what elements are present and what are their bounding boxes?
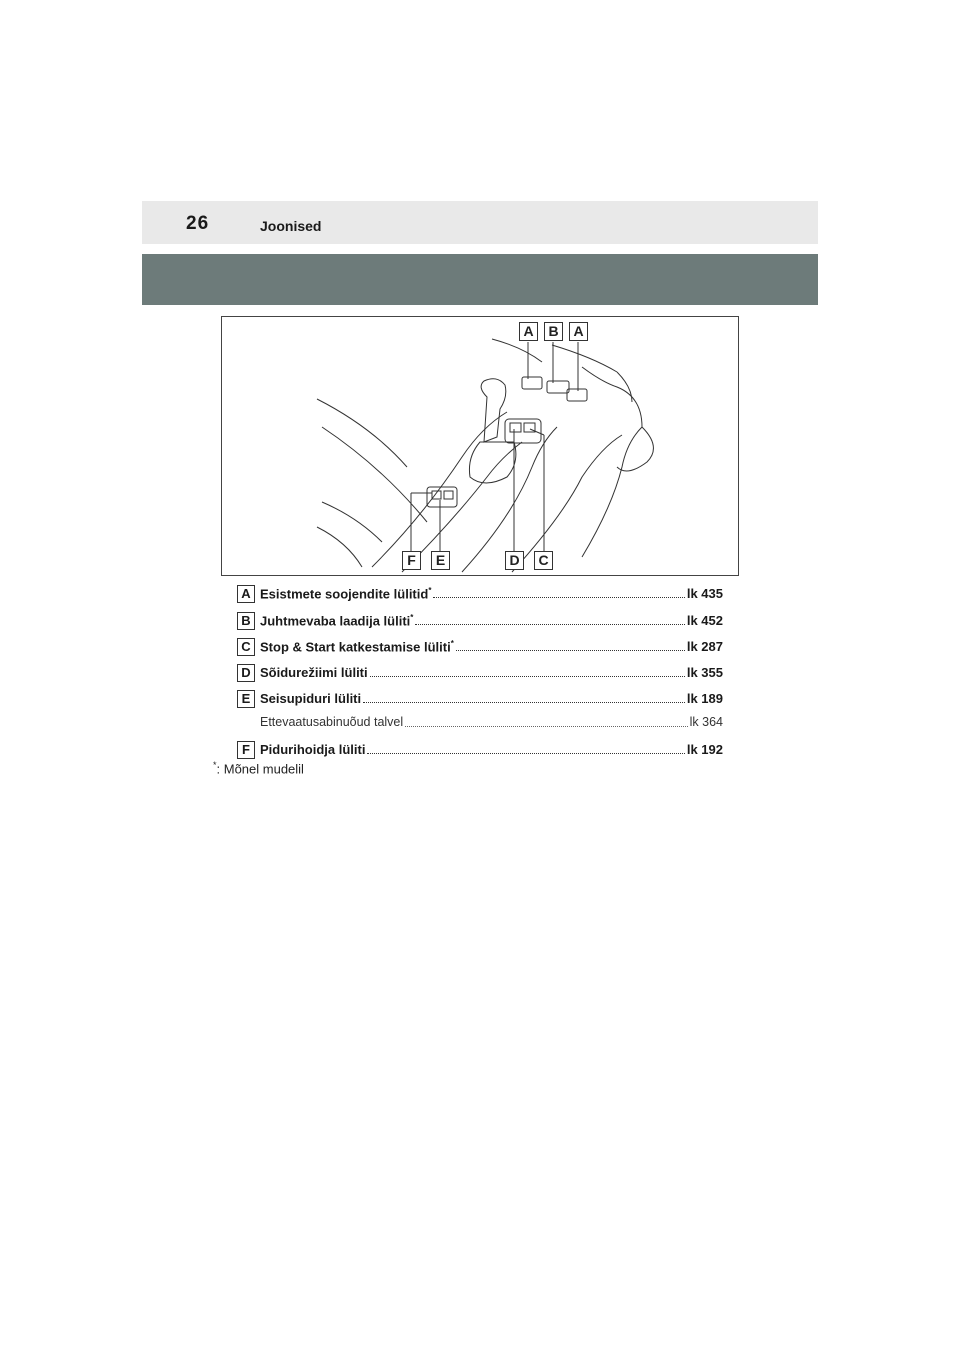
legend-page-ref[interactable]: lk 364 (689, 715, 723, 729)
callout-bottom-f: F (402, 551, 421, 570)
legend-entry (260, 665, 723, 680)
center-console-illustration (221, 316, 739, 576)
legend-label (260, 742, 365, 757)
legend-item (237, 664, 723, 684)
callout-top-a-right: A (569, 322, 588, 341)
page-number: 26 (186, 213, 210, 234)
legend-badge: A (237, 585, 255, 603)
legend-page-ref[interactable]: lk 192 (686, 742, 723, 757)
legend-label-text: Juhtmevaba laadija lüliti (260, 613, 411, 629)
legend-entry (260, 691, 723, 706)
legend-page-ref[interactable]: lk 287 (686, 639, 723, 655)
legend-asterisk: * (450, 639, 454, 648)
callout-bottom-c: C (534, 551, 553, 570)
legend-leader-dots (415, 614, 684, 625)
legend-leader-dots (456, 640, 685, 651)
legend-item (237, 741, 723, 761)
footnote (213, 760, 304, 776)
legend-label-text: Seisupiduri lüliti (260, 691, 362, 706)
callout-top-a-left: A (519, 322, 538, 341)
legend-asterisk: * (410, 613, 414, 622)
legend-label-text: Esistmete soojendite lülitid (260, 586, 429, 602)
callout-top-b: B (544, 322, 563, 341)
legend-label-text: Pidurihoidja lüliti (260, 742, 366, 757)
legend-label-text: Ettevaatusabinuõud talvel (260, 715, 404, 729)
legend-leader-dots (433, 587, 684, 598)
callout-bottom-e: E (431, 551, 450, 570)
legend-leader-dots (370, 666, 685, 677)
console-line-drawing (222, 317, 738, 575)
legend-badge: D (237, 664, 255, 682)
legend-leader-dots (367, 743, 684, 754)
legend-label (260, 613, 413, 628)
legend-badge: E (237, 690, 255, 708)
legend-item (237, 714, 723, 734)
section-band (142, 254, 818, 305)
legend-entry (260, 715, 723, 729)
legend-badge: B (237, 612, 255, 630)
legend-badge: C (237, 638, 255, 656)
legend-leader-dots (363, 692, 685, 703)
legend-entry (260, 613, 723, 628)
footnote-mark: * (213, 760, 217, 770)
legend-item (237, 585, 723, 605)
legend-label (260, 665, 368, 680)
legend-label (260, 639, 454, 654)
legend-entry (260, 639, 723, 654)
header-bar (142, 201, 818, 244)
legend-item (237, 638, 723, 658)
legend-entry (260, 586, 723, 601)
legend-badge: F (237, 741, 255, 759)
legend-page-ref[interactable]: lk 355 (686, 665, 723, 680)
legend-item (237, 612, 723, 632)
legend-label (260, 691, 361, 706)
legend-label-text: Stop & Start katkestamise lüliti (260, 639, 451, 655)
section-title: Joonised (260, 218, 322, 234)
legend-page-ref[interactable]: lk 452 (686, 613, 723, 629)
legend-label (260, 586, 431, 601)
callout-bottom-d: D (505, 551, 524, 570)
legend-page-ref[interactable]: lk 189 (686, 691, 723, 706)
footnote-text: : Mõnel mudelil (216, 761, 304, 777)
legend-item (237, 690, 723, 710)
legend-asterisk: * (428, 586, 432, 595)
legend-label (260, 715, 403, 729)
legend-label-text: Sõidurežiimi lüliti (260, 665, 368, 680)
legend-entry (260, 742, 723, 757)
legend-page-ref[interactable]: lk 435 (686, 586, 723, 602)
legend-leader-dots (405, 716, 687, 727)
